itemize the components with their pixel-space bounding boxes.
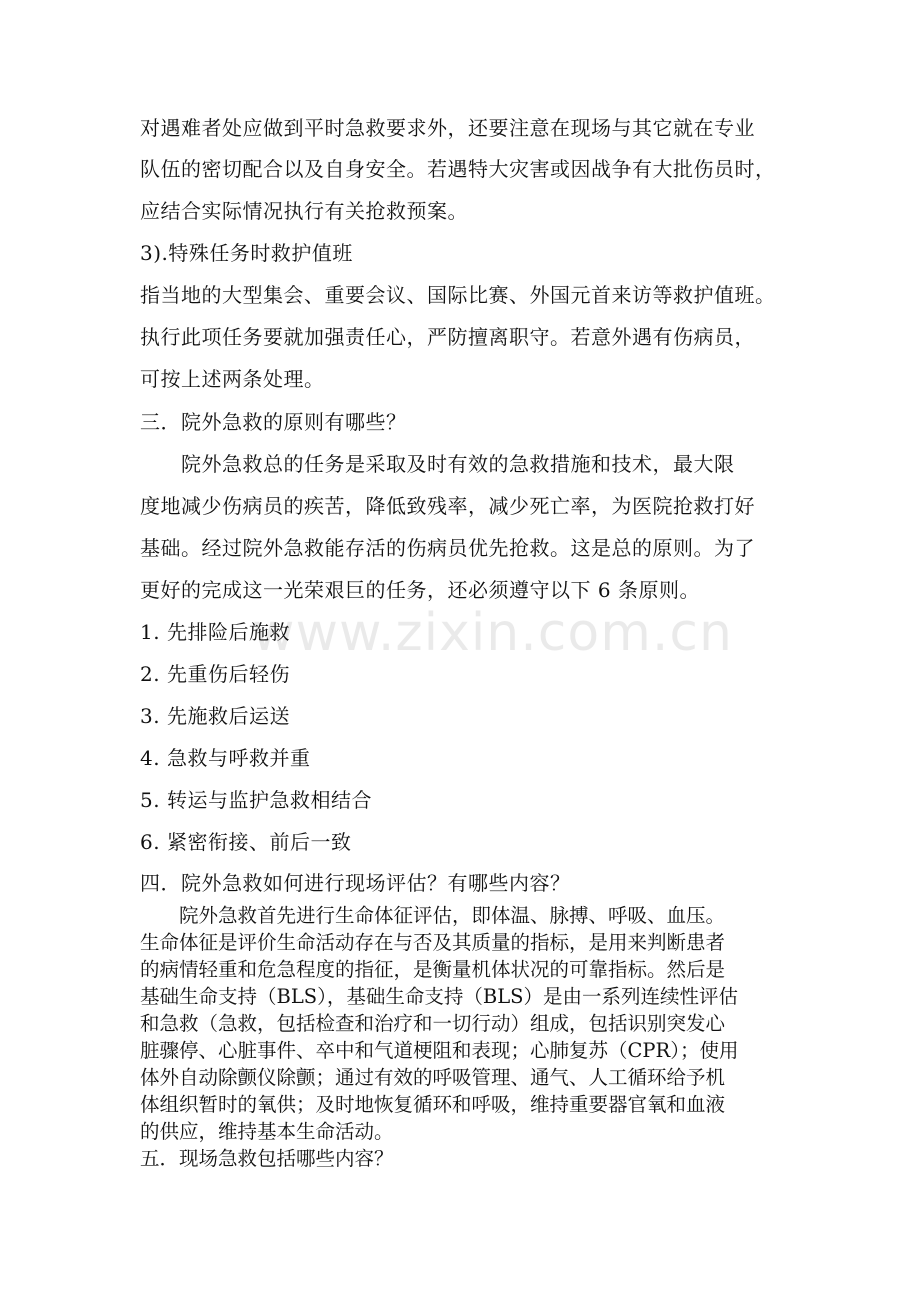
question-heading: 四．院外急救如何进行现场评估？有哪些内容？	[140, 871, 571, 895]
section-heading: 3).特殊任务时救护值班	[140, 241, 353, 265]
text-line: 脏骤停、心脏事件、卒中和气道梗阻和表现；心肺复苏（CPR）；使用	[140, 1039, 739, 1062]
question-heading: 三．院外急救的原则有哪些？	[140, 410, 407, 434]
text-line: 的供应，维持基本生命活动。	[140, 1120, 394, 1143]
watermark: www.zixin.com.cn	[252, 603, 733, 663]
text-line: 院外急救总的任务是采取及时有效的急救措施和技术，最大限	[140, 452, 735, 476]
text-line: 更好的完成这一光荣艰巨的任务，还必须遵守以下 6 条原则。	[140, 578, 700, 602]
list-item: 6. 紧密衔接、前后一致	[140, 830, 352, 854]
text-line: 体组织暂时的氧供；及时地恢复循环和呼吸，维持重要器官氧和血液	[140, 1093, 726, 1116]
list-item: 2. 先重伤后轻伤	[140, 662, 290, 686]
text-line: 应结合实际情况执行有关抢救预案。	[140, 199, 468, 223]
question-heading: 五．现场急救包括哪些内容？	[140, 1147, 394, 1170]
list-item: 1. 先排险后施救	[140, 620, 290, 644]
text-line: 和急救（急救，包括检查和治疗和一切行动）组成，包括识别突发心	[140, 1012, 726, 1035]
text-line: 队伍的密切配合以及自身安全。若遇特大灾害或因战争有大批伤员时，	[140, 157, 776, 181]
text-line: 体外自动除颤仪除颤；通过有效的呼吸管理、通气、人工循环给予机	[140, 1066, 726, 1089]
text-line: 生命体征是评价生命活动存在与否及其质量的指标，是用来判断患者	[140, 931, 726, 954]
list-item: 5. 转运与监护急救相结合	[140, 788, 372, 812]
list-item: 4. 急救与呼救并重	[140, 746, 311, 770]
list-item: 3. 先施救后运送	[140, 704, 290, 728]
text-line: 对遇难者处应做到平时急救要求外，还要注意在现场与其它就在专业	[140, 116, 755, 140]
text-line: 度地减少伤病员的疾苦，降低致残率，减少死亡率，为医院抢救打好	[140, 494, 755, 518]
text-line: 的病情轻重和危急程度的指征，是衡量机体状况的可靠指标。然后是	[140, 958, 726, 981]
text-line: 院外急救首先进行生命体征评估，即体温、脉搏、呼吸、血压。	[140, 904, 726, 927]
text-line: 基础。经过院外急救能存活的伤病员优先抢救。这是总的原则。为了	[140, 536, 755, 560]
text-line: 执行此项任务要就加强责任心，严防擅离职守。若意外遇有伤病员，	[140, 325, 755, 349]
text-line: 可按上述两条处理。	[140, 367, 325, 391]
text-line: 指当地的大型集会、重要会议、国际比赛、外国元首来访等救护值班。	[140, 283, 776, 307]
text-line: 基础生命支持（BLS），基础生命支持（BLS）是由一系列连续性评估	[140, 985, 739, 1008]
